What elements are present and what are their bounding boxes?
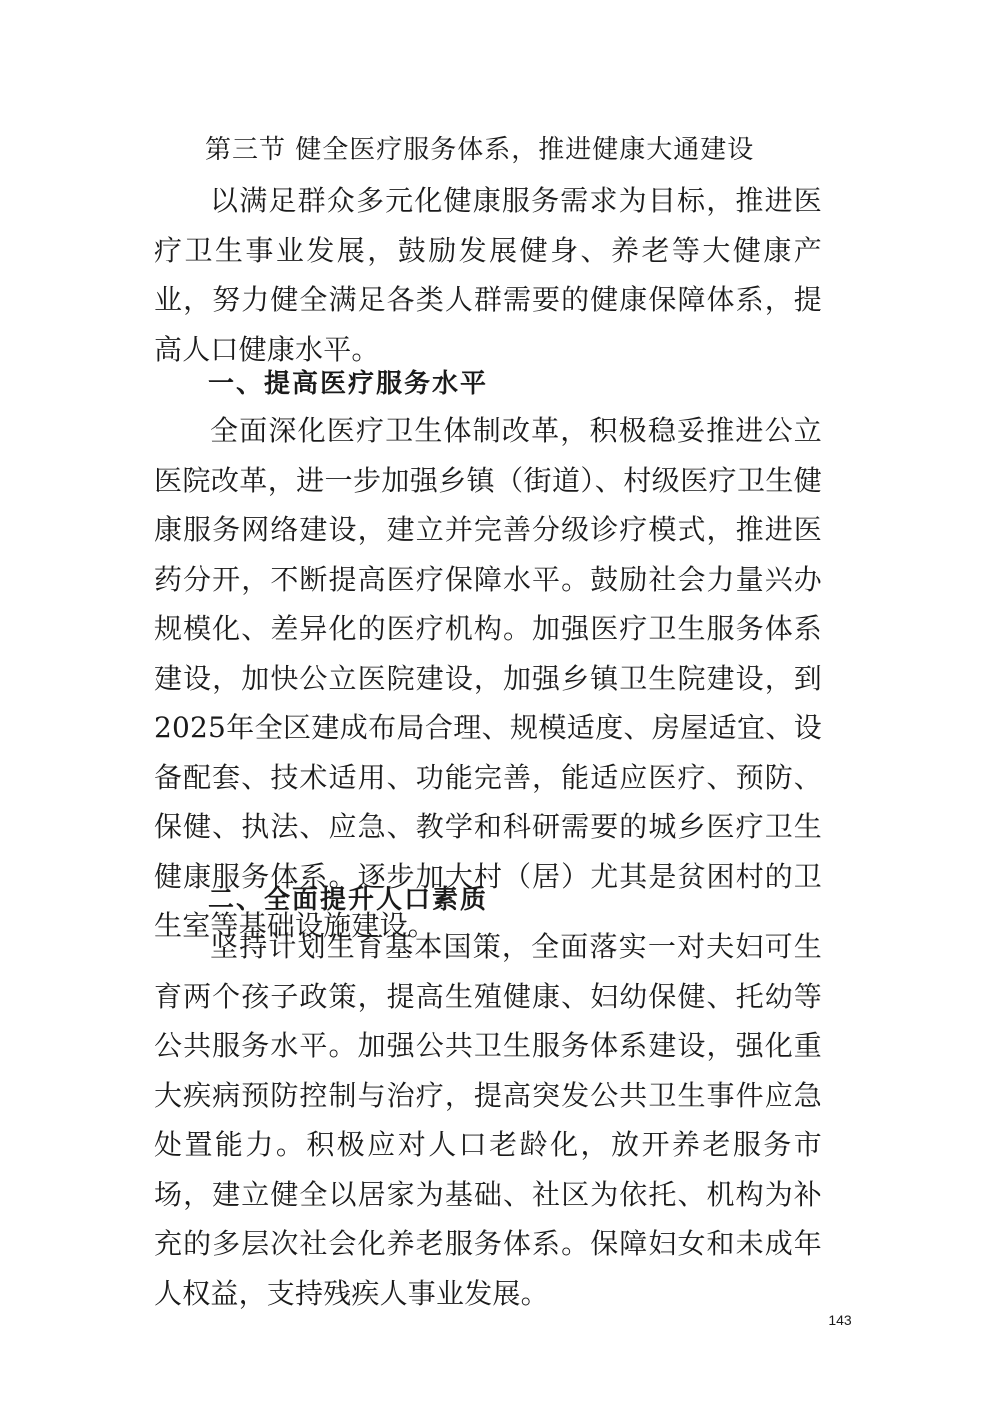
intro-paragraph: 以满足群众多元化健康服务需求为目标，推进医疗卫生事业发展，鼓励发展健身、养老等大健康产业，努力健全满足各类人群需要的健康保障体系，提高人口健康水平。: [154, 184, 822, 366]
section-title: 第三节 健全医疗服务体系，推进健康大通建设: [205, 135, 755, 165]
page-number: 143: [828, 1312, 852, 1328]
medical-services-paragraph: 全面深化医疗卫生体制改革，积极稳妥推进公立医院改革，进一步加强乡镇（街道）、村级医疗卫生健康服务网络建设，建立并完善分级诊疗模式，推进医药分开，不断提高医疗保障水平。鼓励社会力量兴办规模化、差异化的医疗机构。加强医疗卫生服务体系建设，加快公立医院建设，加强乡镇卫生院建设，到2025年全区建成布局合理、规模适度、房屋适宜、设备配套、技术适用、功能完善，能适应医疗、预防、保健、执法、应急、教学和科研需要的城乡医疗卫生健康服务体系。逐步加大村（居）尤其是贫困村的卫生室等基础设施建设。: [154, 414, 822, 942]
heading-improve-population-quality: 二、全面提升人口素质: [208, 885, 489, 915]
population-quality-paragraph: 坚持计划生育基本国策，全面落实一对夫妇可生育两个孩子政策，提高生殖健康、妇幼保健、托幼等公共服务水平。加强公共卫生服务体系建设，强化重大疾病预防控制与治疗，提高突发公共卫生事件应急处置能力。积极应对人口老龄化，放开养老服务市场，建立健全以居家为基础、社区为依托、机构为补充的多层次社会化养老服务体系。保障妇女和未成年人权益，支持残疾人事业发展。: [154, 930, 822, 1310]
heading-improve-medical-services: 一、提高医疗服务水平: [208, 369, 489, 399]
